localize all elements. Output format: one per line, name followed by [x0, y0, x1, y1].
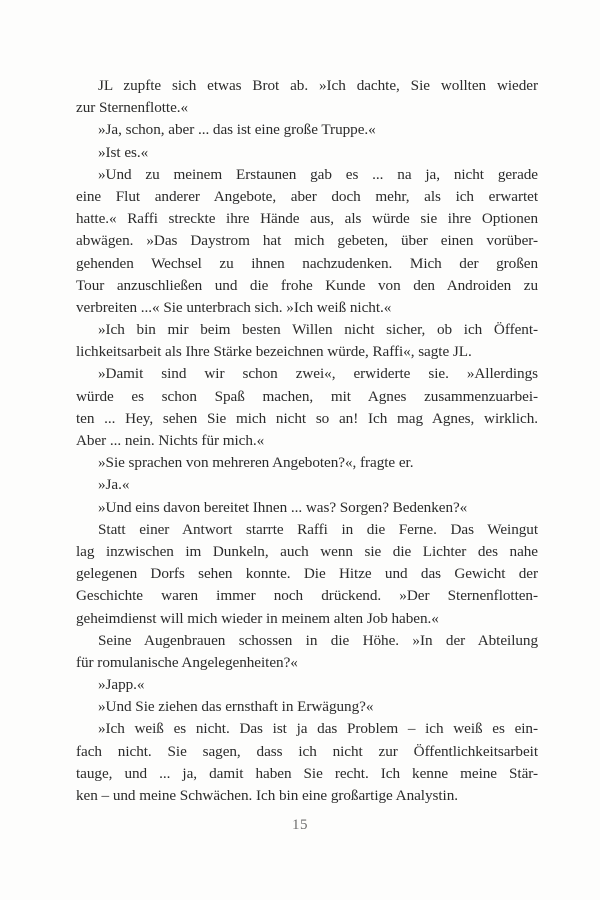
text-line: »Japp.«	[98, 676, 145, 694]
text-line: »Ich bin mir beim besten Willen nicht sicher, ob ich Öffent-	[98, 321, 538, 339]
text-line: »Ich weiß es nicht. Das ist ja das Problem – ich weiß es ein-	[98, 720, 538, 738]
text-line: ten ... Hey, sehen Sie mich nicht so an! Ich mag Agnes, wirklich.	[76, 409, 538, 427]
page-number: 15	[292, 817, 308, 833]
text-line: »Ja, schon, aber ... das ist eine große Truppe.«	[98, 121, 376, 139]
text-line: »Damit sind wir schon zwei«, erwiderte sie. »Allerdings	[98, 365, 538, 383]
text-line: »Sie sprachen von mehreren Angeboten?«, fragte er.	[98, 454, 414, 472]
text-line: Statt einer Antwort starrte Raffi in die Ferne. Das Weingut	[98, 520, 538, 538]
text-line: abwägen. »Das Daystrom hat mich gebeten, über einen vorüber-	[76, 232, 538, 250]
text-line: lichkeitsarbeit als Ihre Stärke bezeichnen würde, Raffi«, sagte JL.	[76, 343, 472, 361]
text-line: Geschichte waren immer noch drückend. »Der Sternenflotten-	[76, 587, 538, 605]
text-line: tauge, und ... ja, damit haben Sie recht. Ich kenne meine Stär-	[76, 764, 538, 782]
text-line: Tour anzuschließen und die frohe Kunde von den Androiden zu	[76, 276, 538, 294]
text-line: für romulanische Angelegenheiten?«	[76, 653, 298, 671]
text-line: verbreiten ...« Sie unterbrach sich. »Ich weiß nicht.«	[76, 298, 392, 316]
text-line: hatte.« Raffi streckte ihre Hände aus, als würde sie ihre Optionen	[76, 210, 538, 228]
text-line: »Ja.«	[98, 476, 130, 494]
text-line: »Ist es.«	[98, 143, 149, 161]
body-text-block	[76, 75, 538, 807]
text-line: JL zupfte sich etwas Brot ab. »Ich dachte, Sie wollten wieder	[98, 77, 538, 94]
text-line: gelegenen Dorfs sehen konnte. Die Hitze und das Gewicht der	[76, 565, 538, 583]
text-line: Seine Augenbrauen schossen in die Höhe. »In der Abteilung	[98, 631, 538, 649]
text-line: würde es schon Spaß machen, mit Agnes zusammenzuarbei-	[76, 387, 538, 405]
text-line: »Und zu meinem Erstaunen gab es ... na ja, nicht gerade	[98, 165, 538, 183]
text-line: Aber ... nein. Nichts für mich.«	[76, 432, 265, 449]
text-line: eine Flut anderer Angebote, aber doch mehr, als ich erwartet	[76, 187, 538, 205]
text-line: »Und eins davon bereitet Ihnen ... was? Sorgen? Bedenken?«	[98, 498, 468, 516]
text-line: fach nicht. Sie sagen, dass ich nicht zur Öffentlichkeitsarbeit	[76, 742, 538, 760]
text-line: geheimdienst will mich wieder in meinem alten Job haben.«	[76, 609, 439, 627]
text-line: lag inzwischen im Dunkeln, auch wenn sie die Lichter des nahe	[76, 542, 538, 560]
text-line: zur Sternenflotte.«	[76, 99, 189, 117]
text-line: »Und Sie ziehen das ernsthaft in Erwägung?«	[98, 698, 374, 716]
text-line: gehenden Wechsel zu ihnen nachzudenken. Mich der großen	[76, 254, 538, 272]
text-line: ken – und meine Schwächen. Ich bin eine großartige Analystin.	[76, 787, 459, 804]
